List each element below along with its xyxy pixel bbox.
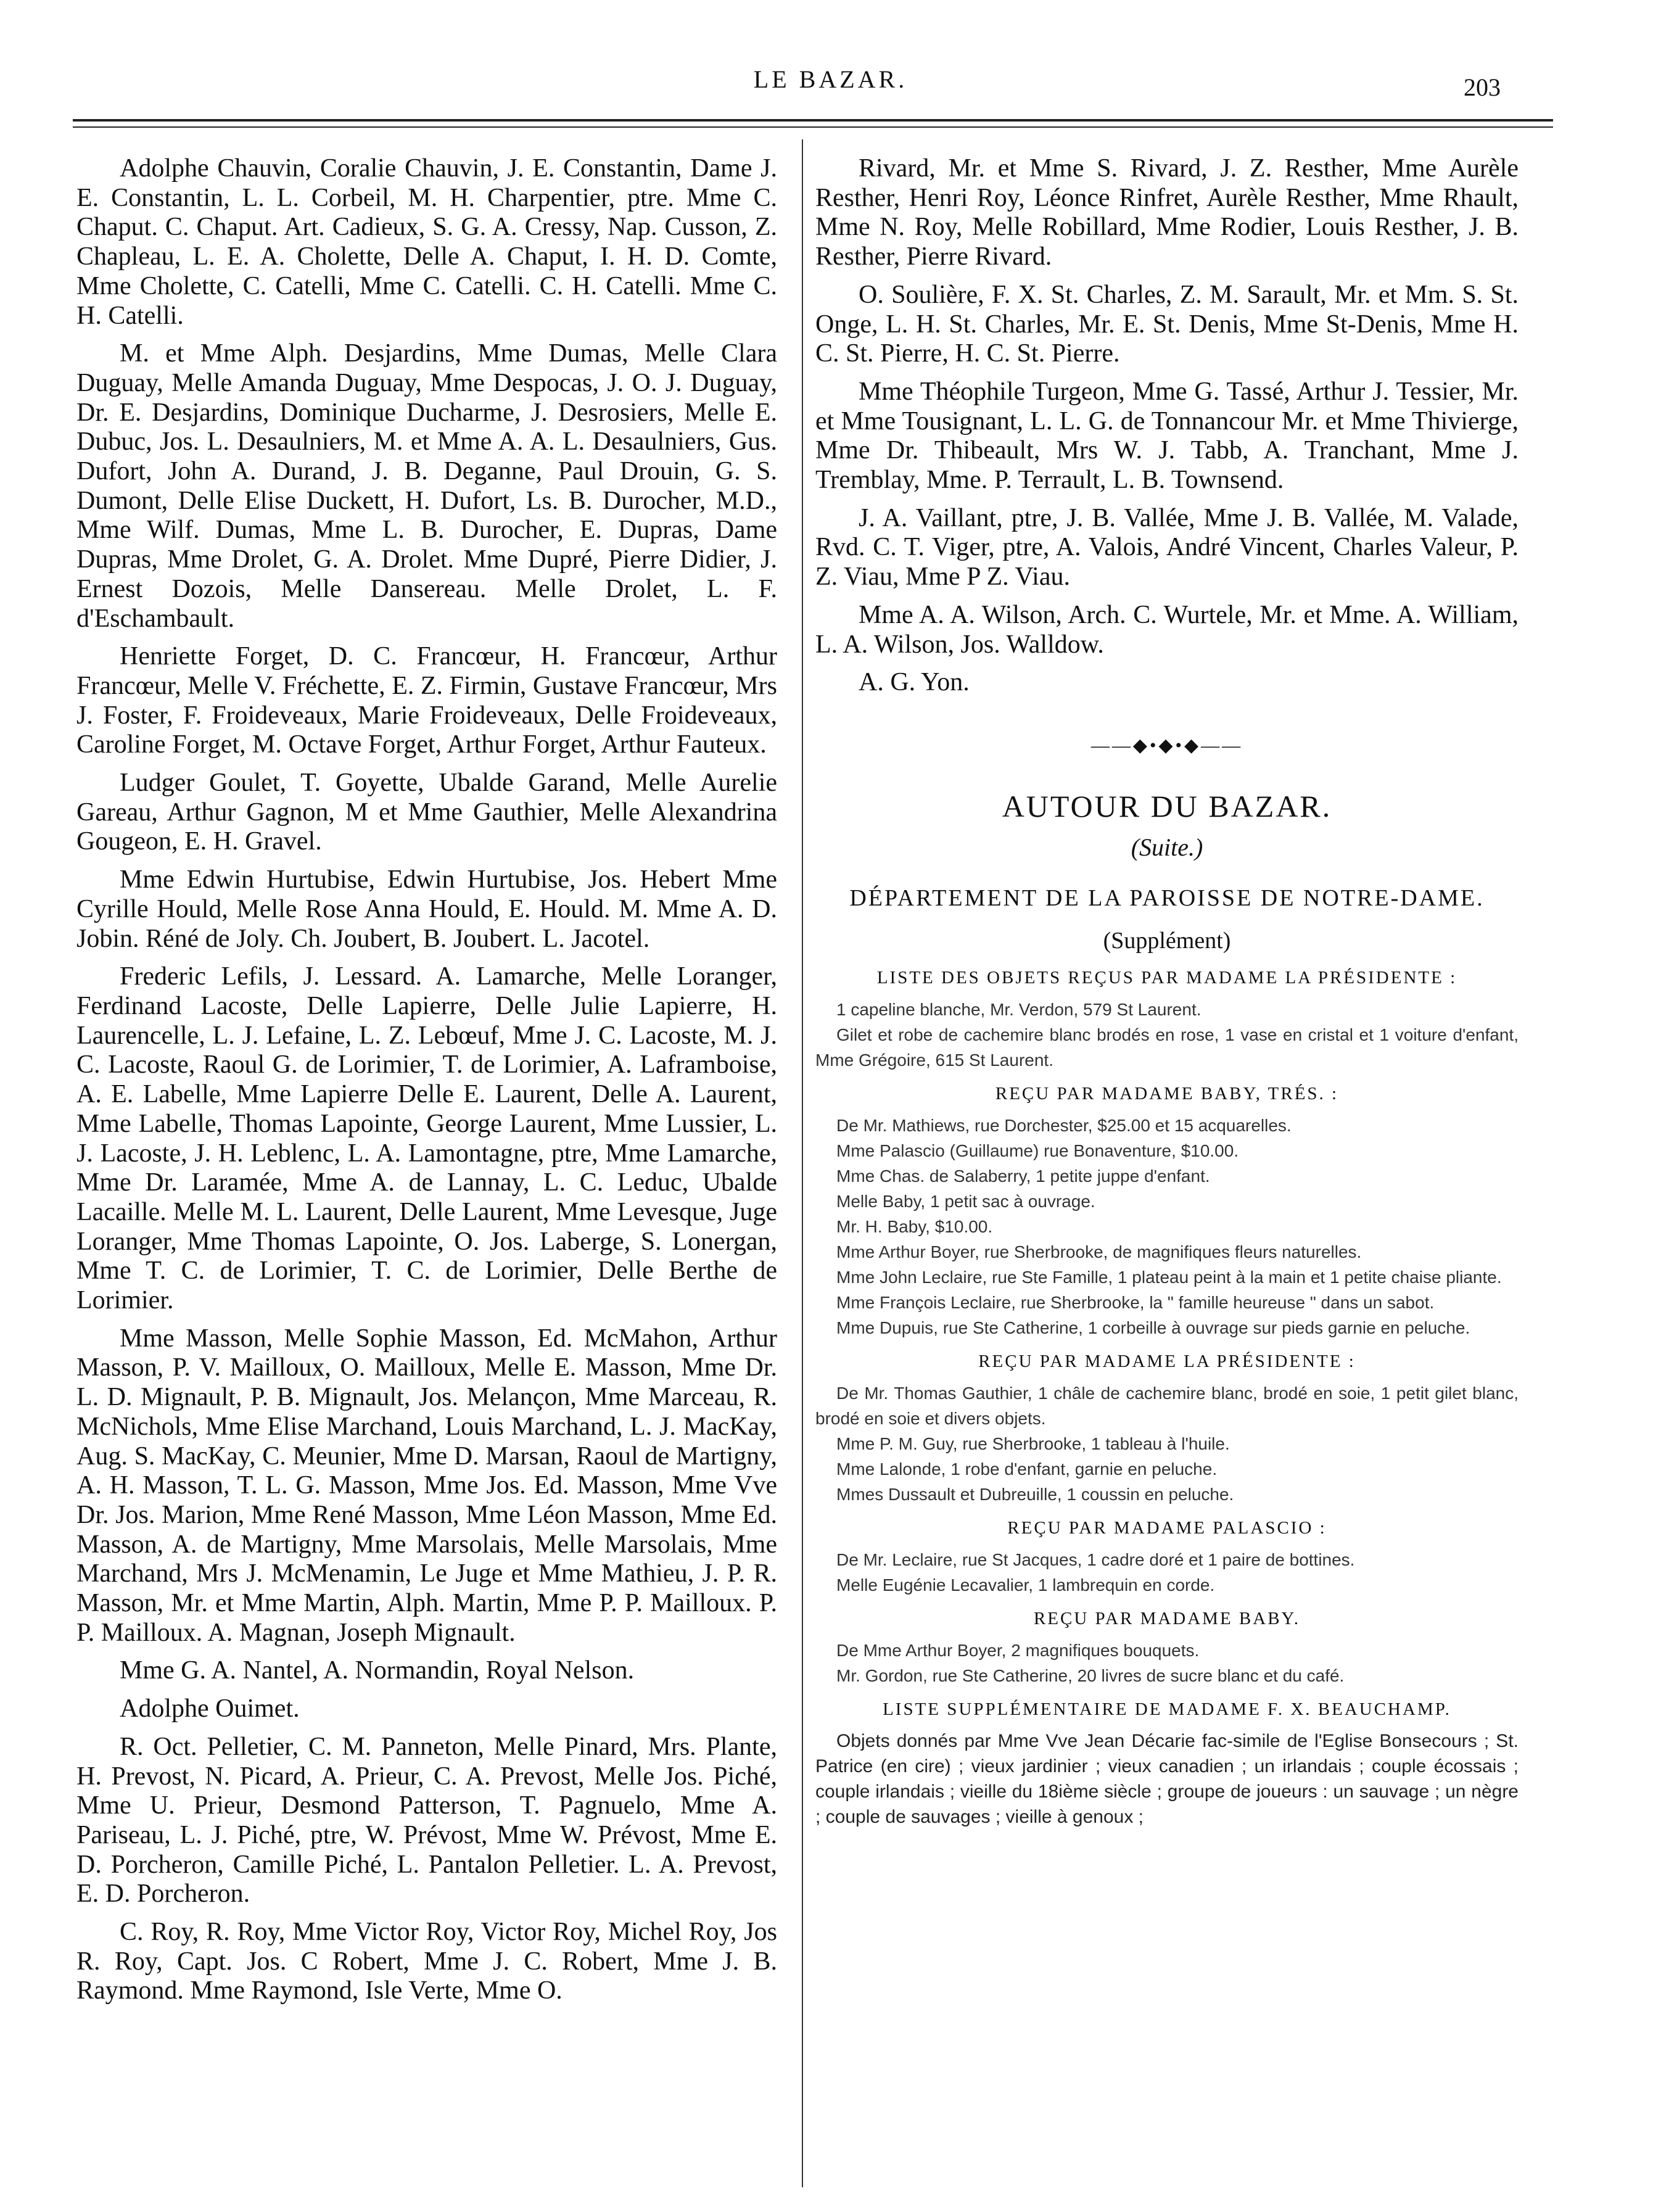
department-heading: DÉPARTEMENT DE LA PAROISSE DE NOTRE-DAME. [849,885,1485,911]
donation-entry: Mme John Leclaire, rue Ste Famille, 1 plateau peint à la main et 1 petite chaise pliante. [836,1267,1502,1287]
list-heading: REÇU PAR MADAME BABY. [1033,1608,1301,1628]
donation-entry: Mr. Gordon, rue Ste Catherine, 20 livres de sucre blanc et du café. [836,1665,1345,1685]
donation-entry: Melle Eugénie Lecavalier, 1 lambrequin en corde. [836,1575,1215,1595]
donation-entry: De Mr. Mathiews, rue Dorchester, $25.00 et 15 acquarelles. [836,1115,1292,1135]
donation-entry: Mme Palascio (Guillaume) rue Bonaventure, $10.00. [836,1141,1239,1160]
donation-entry: 1 capeline blanche, Mr. Verdon, 579 St Laurent. [836,999,1201,1019]
list-heading: REÇU PAR MADAME LA PRÉSIDENTE : [978,1351,1356,1371]
name-list-paragraph: J. A. Vaillant, ptre, J. B. Vallée, Mme J. B. Vallée, M. Valade, Rvd. C. T. Viger, ptre, A. Valois, André Vincent, Charles Valeur, P. Z. Viau, Mme P Z. Viau. [815,503,1519,592]
donation-entry: De Mme Arthur Boyer, 2 magnifiques bouquets. [836,1640,1200,1660]
donation-entry: De Mr. Thomas Gauthier, 1 châle de cachemire blanc, brodé en soie, 1 petit gilet blanc, brodé en soie et divers objets. [815,1383,1519,1428]
header-rule [73,119,1553,122]
right-column [815,154,1519,1830]
list-heading: LISTE SUPPLÉMENTAIRE DE MADAME F. X. BEAUCHAMP. [883,1699,1451,1719]
name-list-paragraph: Mme Masson, Melle Sophie Masson, Ed. McMahon, Arthur Masson, P. V. Mailloux, O. Mailloux, Melle E. Masson, Mme Dr. L. D. Mignault, P. B. Mignault, Jos. Melançon, Mme Marceau, R. McNichols, Mme Elise Marchand, Louis Marchand, L. J. MacKay, Aug. S. MacKay, C. Meunier, Mme D. Marsan, Raoul de Martigny, A. H. Masson, T. L. G. Masson, Mme Jos. Ed. Masson, Mme Vve Dr. Jos. Marion, Mme René Masson, Mme Léon Masson, Mme Ed. Masson, A. de Martigny, Mme Marsolais, Melle Marsolais, Mme Marchand, Mrs J. McMenamin, Le Juge et Mme Mathieu, J. P. R. Masson, Mr. et Mme Martin, Alph. Martin, Mme P. P. Mailloux. P. P. Mailloux. A. Magnan, Joseph Mignault. [76,1324,777,1647]
name-list-paragraph: O. Soulière, F. X. St. Charles, Z. M. Sarault, Mr. et Mm. S. St. Onge, L. H. St. Charles, Mr. E. St. Denis, Mme St-Denis, Mme H. C. St. Pierre, H. C. St. Pierre. [815,280,1519,368]
donation-entry: Mme Chas. de Salaberry, 1 petite juppe d'enfant. [836,1166,1210,1186]
name-list-paragraph: Mme A. A. Wilson, Arch. C. Wurtele, Mr. et Mme. A. William, L. A. Wilson, Jos. Walldow. [815,600,1519,659]
list-heading: REÇU PAR MADAME PALASCIO : [1007,1517,1327,1538]
donation-entry: Mme Lalonde, 1 robe d'enfant, garnie en peluche. [836,1459,1218,1479]
donation-entry: Mme Dupuis, rue Ste Catherine, 1 corbeille à ouvrage sur pieds garnie en peluche. [836,1318,1470,1337]
section-ornament: ——◆•◆•◆—— [1090,735,1243,756]
name-list-paragraph: Henriette Forget, D. C. Francœur, H. Francœur, Arthur Francœur, Melle V. Fréchette, E. Z. Firmin, Gustave Francœur, Mrs J. Foster, F. Froideveaux, Marie Froideveaux, Delle Froideveaux, Caroline Forget, M. Octave Forget, Arthur Forget, Arthur Fauteux. [76,642,777,759]
section-subtitle: (Suite.) [1131,833,1203,861]
header-rule-thin [73,126,1553,128]
donation-entry: Objets donnés par Mme Vve Jean Décarie fac-simile de l'Eglise Bonsecours ; St. Patrice (en cire) ; vieux jardinier ; vieux canadien ; un irlandais ; couple écossais ; couple irlandais ; vieille du 18ième siècle ; groupe de joueurs : un sauvage ; un nègre ; couple de sauvages ; vieille à genoux ; [815,1730,1519,1827]
donation-entry: Mme Arthur Boyer, rue Sherbrooke, de magnifiques fleurs naturelles. [836,1242,1362,1261]
name-list-paragraph: C. Roy, R. Roy, Mme Victor Roy, Victor Roy, Michel Roy, Jos R. Roy, Capt. Jos. C Robert, Mme J. C. Robert, Mme J. B. Raymond. Mme Raymond, Isle Verte, Mme O. [76,1918,777,2005]
name-list-paragraph: Adolphe Ouimet. [120,1694,300,1723]
supplement-label: (Supplément) [1103,927,1231,954]
donation-entry: Gilet et robe de cachemire blanc brodés en rose, 1 vase en cristal et 1 voiture d'enfant, Mme Grégoire, 615 St Laurent. [815,1025,1519,1070]
name-list-paragraph: Adolphe Chauvin, Coralie Chauvin, J. E. Constantin, Dame J. E. Constantin, L. L. Corbeil, M. H. Charpentier, ptre. Mme C. Chaput. C. Chaput. Art. Cadieux, S. G. A. Cressy, Nap. Cusson, Z. Chapleau, L. E. A. Cholette, Delle A. Chaput, I. H. D. Comte, Mme Cholette, C. Catelli, Mme C. Catelli. C. H. Catelli. Mme C. H. Catelli. [76,154,777,330]
donation-entry: Mme P. M. Guy, rue Sherbrooke, 1 tableau à l'huile. [836,1434,1230,1453]
name-list-paragraph: Mme Edwin Hurtubise, Edwin Hurtubise, Jos. Hebert Mme Cyrille Hould, Melle Rose Anna Hould, E. Hould. M. Mme A. D. Jobin. Réné de Joly. Ch. Joubert, B. Joubert. L. Jacotel. [76,865,777,953]
name-list-paragraph: R. Oct. Pelletier, C. M. Panneton, Melle Pinard, Mrs. Plante, H. Prevost, N. Picard, A. Prieur, C. A. Prevost, Melle Jos. Piché, Mme U. Prieur, Desmond Patterson, T. Pagnuelo, Mme A. Pariseau, L. J. Piché, ptre, W. Prévost, Mme W. Prévost, Mme E. D. Porcheron, Camille Piché, L. Pantalon Pelletier. L. A. Prevost, E. D. Porcheron. [76,1732,777,1909]
name-list-paragraph: Mme G. A. Nantel, A. Normandin, Royal Nelson. [120,1656,635,1685]
name-list-paragraph: Mme Théophile Turgeon, Mme G. Tassé, Arthur J. Tessier, Mr. et Mme Tousignant, L. L. G. de Tonnancour Mr. et Mme Thivierge, Mme Dr. Thibeault, Mrs W. J. Tabb, A. Tranchant, Mme J. Tremblay, Mme. P. Terrault, L. B. Townsend. [815,377,1519,495]
name-list-paragraph: Ludger Goulet, T. Goyette, Ubalde Garand, Melle Aurelie Gareau, Arthur Gagnon, M et Mme Gauthier, Melle Alexandrina Gougeon, E. H. Gravel. [76,769,777,856]
left-column [76,154,777,2015]
donation-entry: Mr. H. Baby, $10.00. [836,1216,993,1236]
list-heading: LISTE DES OBJETS REÇUS PAR MADAME LA PRÉSIDENTE : [876,967,1457,988]
donation-entry: De Mr. Leclaire, rue St Jacques, 1 cadre doré et 1 paire de bottines. [836,1550,1355,1569]
donation-entry: Mmes Dussault et Dubreuille, 1 coussin en peluche. [836,1484,1234,1504]
donation-entry: Melle Baby, 1 petit sac à ouvrage. [836,1191,1095,1211]
list-heading: REÇU PAR MADAME BABY, TRÉS. : [995,1083,1339,1104]
column-divider [802,139,803,2187]
name-list-paragraph: Frederic Lefils, J. Lessard. A. Lamarche, Melle Loranger, Ferdinand Lacoste, Delle Lapierre, Delle Julie Lapierre, H. Laurencelle, L. J. Lefaine, L. Z. Lebœuf, Mme J. C. Lacoste, M. J. C. Lacoste, Raoul G. de Lorimier, T. de Lorimier, A. Laframboise, A. E. Labelle, Mme Lapierre Delle E. Laurent, Delle A. Laurent, Mme Labelle, Thomas Lapointe, George Laurent, Mme Lussier, L. J. Lacoste, J. H. Leblenc, L. A. Lamontagne, ptre, Mme Lamarche, Mme Dr. Laramée, Mme A. de Lannay, L. C. Leduc, Ubalde Lacaille. Melle M. L. Laurent, Delle Laurent, Mme Levesque, Juge Loranger, Mme Thomas Lapointe, O. Jos. Laberge, S. Lonergan, Mme T. C. de Lorimier, T. C. de Lorimier, Delle Berthe de Lorimier. [76,962,777,1315]
name-list-paragraph: A. G. Yon. [859,668,970,697]
page-number: 203 [1464,73,1501,101]
name-list-paragraph: Rivard, Mr. et Mme S. Rivard, J. Z. Resther, Mme Aurèle Resther, Henri Roy, Léonce Rinfret, Aurèle Resther, Mme Rhault, Mme N. Roy, Melle Robillard, Mme Rodier, Louis Resther, J. B. Resther, Pierre Rivard. [815,154,1519,271]
section-title: AUTOUR DU BAZAR. [1002,788,1332,823]
running-title: LE BAZAR. [753,65,908,93]
donation-entry: Mme François Leclaire, rue Sherbrooke, la " famille heureuse " dans un sabot. [836,1292,1435,1312]
name-list-paragraph: M. et Mme Alph. Desjardins, Mme Dumas, Melle Clara Duguay, Melle Amanda Duguay, Mme Despocas, J. O. J. Duguay, Dr. E. Desjardins, Dominique Ducharme, J. Desrosiers, Melle E. Dubuc, Jos. L. Desaulniers, M. et Mme A. A. L. Desaulniers, Gus. Dufort, John A. Durand, J. B. Deganne, Paul Drouin, G. S. Dumont, Delle Elise Duckett, H. Dufort, Ls. B. Durocher, M.D., Mme Wilf. Dumas, Mme L. B. Durocher, E. Dupras, Dame Dupras, Mme Drolet, G. A. Drolet. Mme Dupré, Pierre Didier, J. Ernest Dozois, Melle Dansereau. Melle Drolet, L. F. d'Eschambault. [76,339,777,633]
